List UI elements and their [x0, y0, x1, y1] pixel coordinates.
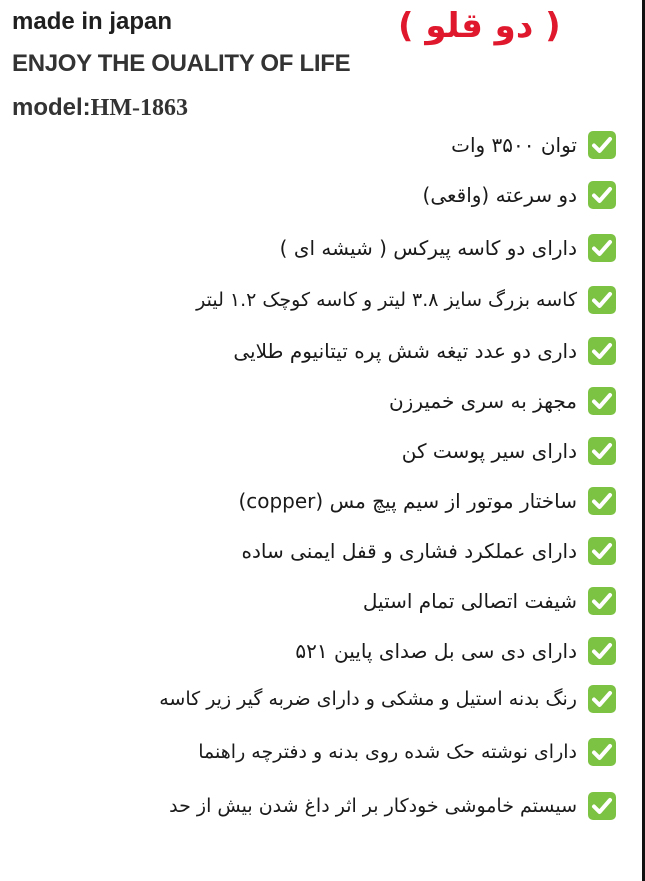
feature-item: [363, 583, 617, 619]
model-label: model:: [12, 94, 91, 121]
check-box-icon: [587, 486, 617, 516]
feature-item: [238, 483, 617, 519]
check-box-icon: [587, 684, 617, 714]
feature-text: دارای سیر پوست کن: [401, 439, 577, 463]
feature-text: دارای دی سی بل صدای پایین ۵۲۱: [295, 639, 577, 663]
feature-text: دارای عملکرد فشاری و قفل ایمنی ساده: [241, 539, 577, 563]
feature-text: رنگ بدنه استیل و مشکی و دارای ضربه گیر زیر کاسه: [159, 688, 577, 710]
feature-item: [169, 788, 617, 824]
feature-item: [233, 333, 617, 369]
check-box-icon: [587, 336, 617, 366]
feature-text: مجهز به سری خمیرزن: [388, 389, 577, 413]
check-box-icon: [587, 285, 617, 315]
feature-text: دو سرعته (واقعی): [422, 183, 577, 207]
check-box-icon: [587, 436, 617, 466]
feature-text: دارای نوشته حک شده روی بدنه و دفترچه راهنما: [198, 741, 577, 763]
feature-text: دارای دو کاسه پیرکس ( شیشه ای ): [279, 236, 577, 260]
feature-item: [198, 734, 617, 770]
twin-bowl-tag: ( دو قلو ): [398, 6, 561, 46]
feature-item: [423, 177, 617, 213]
check-box-icon: [587, 386, 617, 416]
feature-text: شیفت اتصالی تمام استیل: [362, 589, 577, 613]
check-box-icon: [587, 233, 617, 263]
feature-item: [451, 127, 617, 163]
feature-item: [402, 433, 617, 469]
feature-item: [389, 383, 617, 419]
check-box-icon: [587, 636, 617, 666]
slogan: ENJOY THE OUALITY OF LIFE: [12, 50, 351, 77]
feature-text: کاسه بزرگ سایز ۳.۸ لیتر و کاسه کوچک ۱.۲ لیتر: [196, 289, 577, 311]
feature-item: [159, 681, 617, 717]
check-box-icon: [587, 737, 617, 767]
model-number: HM-1863: [90, 95, 188, 121]
feature-item: [242, 533, 618, 569]
check-box-icon: [587, 586, 617, 616]
made-in-label: made in japan: [12, 8, 173, 35]
check-box-icon: [587, 180, 617, 210]
feature-text: ساختار موتور از سیم پیچ مس (copper): [238, 489, 577, 513]
feature-text: توان ۳۵۰۰ وات: [451, 133, 577, 157]
feature-text: سیستم خاموشی خودکار بر اثر داغ شدن بیش از حد: [169, 795, 577, 817]
feature-item: [280, 230, 617, 266]
feature-text: داری دو عدد تیغه شش پره تیتانیوم طلایی: [233, 339, 577, 363]
feature-item: [196, 282, 617, 318]
check-box-icon: [587, 791, 617, 821]
feature-item: [295, 633, 617, 669]
check-box-icon: [587, 130, 617, 160]
check-box-icon: [587, 536, 617, 566]
